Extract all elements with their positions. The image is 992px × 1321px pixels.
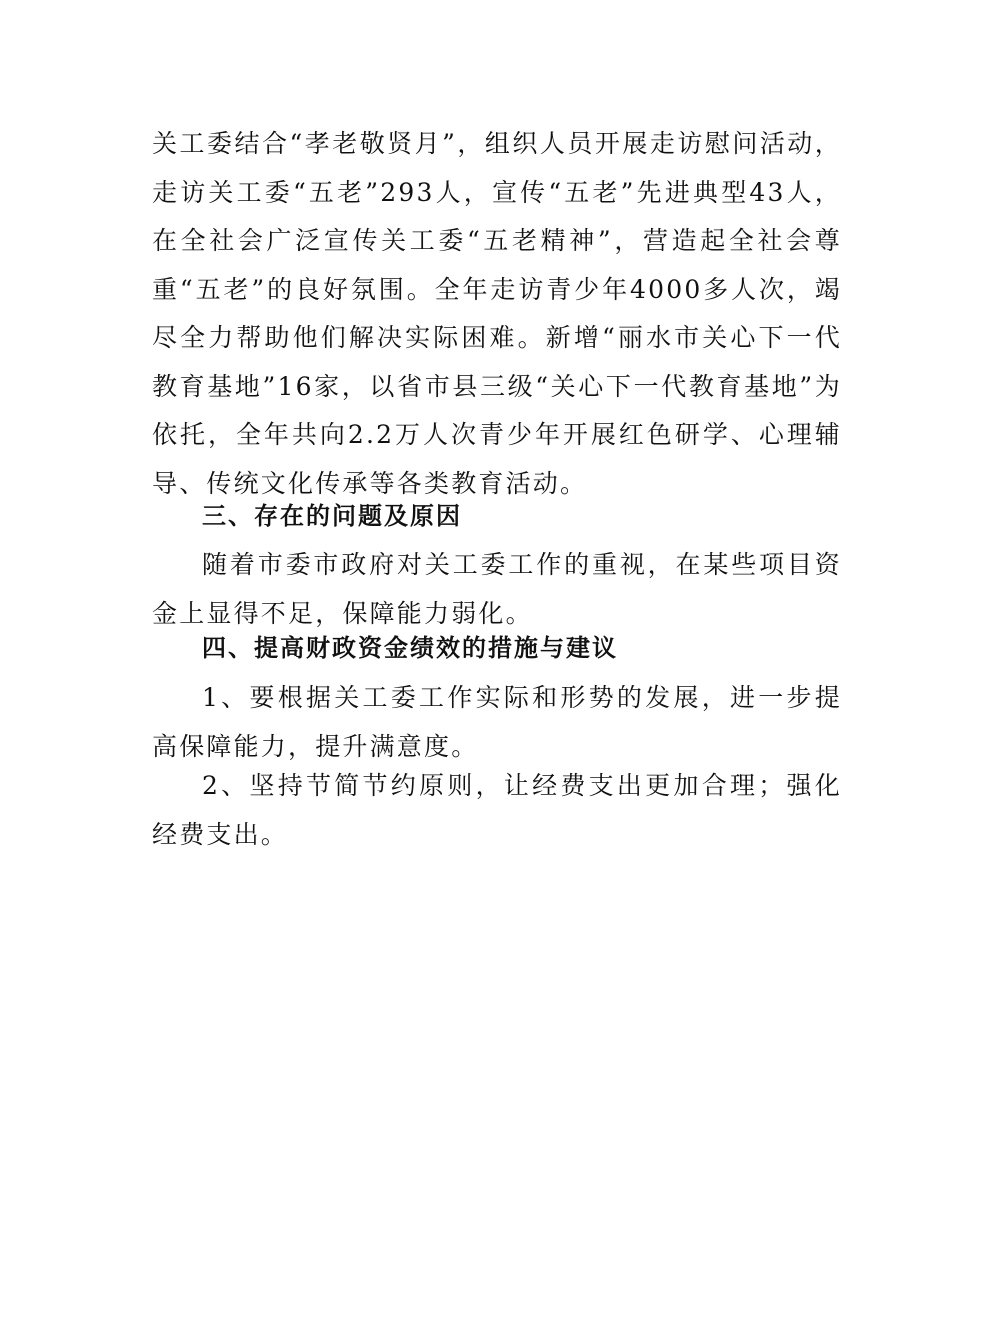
section-4-item-2: 2、坚持节简节约原则，让经费支出更加合理；强化经费支出。: [152, 771, 842, 849]
section-4-item-1: 1、要根据关工委工作实际和形势的发展，进一步提高保障能力，提升满意度。: [152, 683, 842, 761]
section-4-heading: 四、提高财政资金绩效的措施与建议: [202, 634, 618, 662]
section-3-heading: 三、存在的问题及原因: [202, 502, 462, 530]
section-3-paragraph: 随着市委市政府对关工委工作的重视，在某些项目资金上显得不足，保障能力弱化。: [152, 550, 842, 628]
intro-paragraph: 关工委结合“孝老敬贤月”，组织人员开展走访慰问活动，走访关工委“五老”293人，宣传“五老”先进典型43人，在全社会广泛宣传关工委“五老精神”，营造起全社会尊重“五老”的良好氛围。全年走访青少年4000多人次，竭尽全力帮助他们解决实际困难。新增“丽水市关心下一代教育基地”16家，以省市县三级“关心下一代教育基地”为依托，全年共向2.2万人次青少年开展红色研学、心理辅导、传统文化传承等各类教育活动。: [152, 129, 842, 498]
